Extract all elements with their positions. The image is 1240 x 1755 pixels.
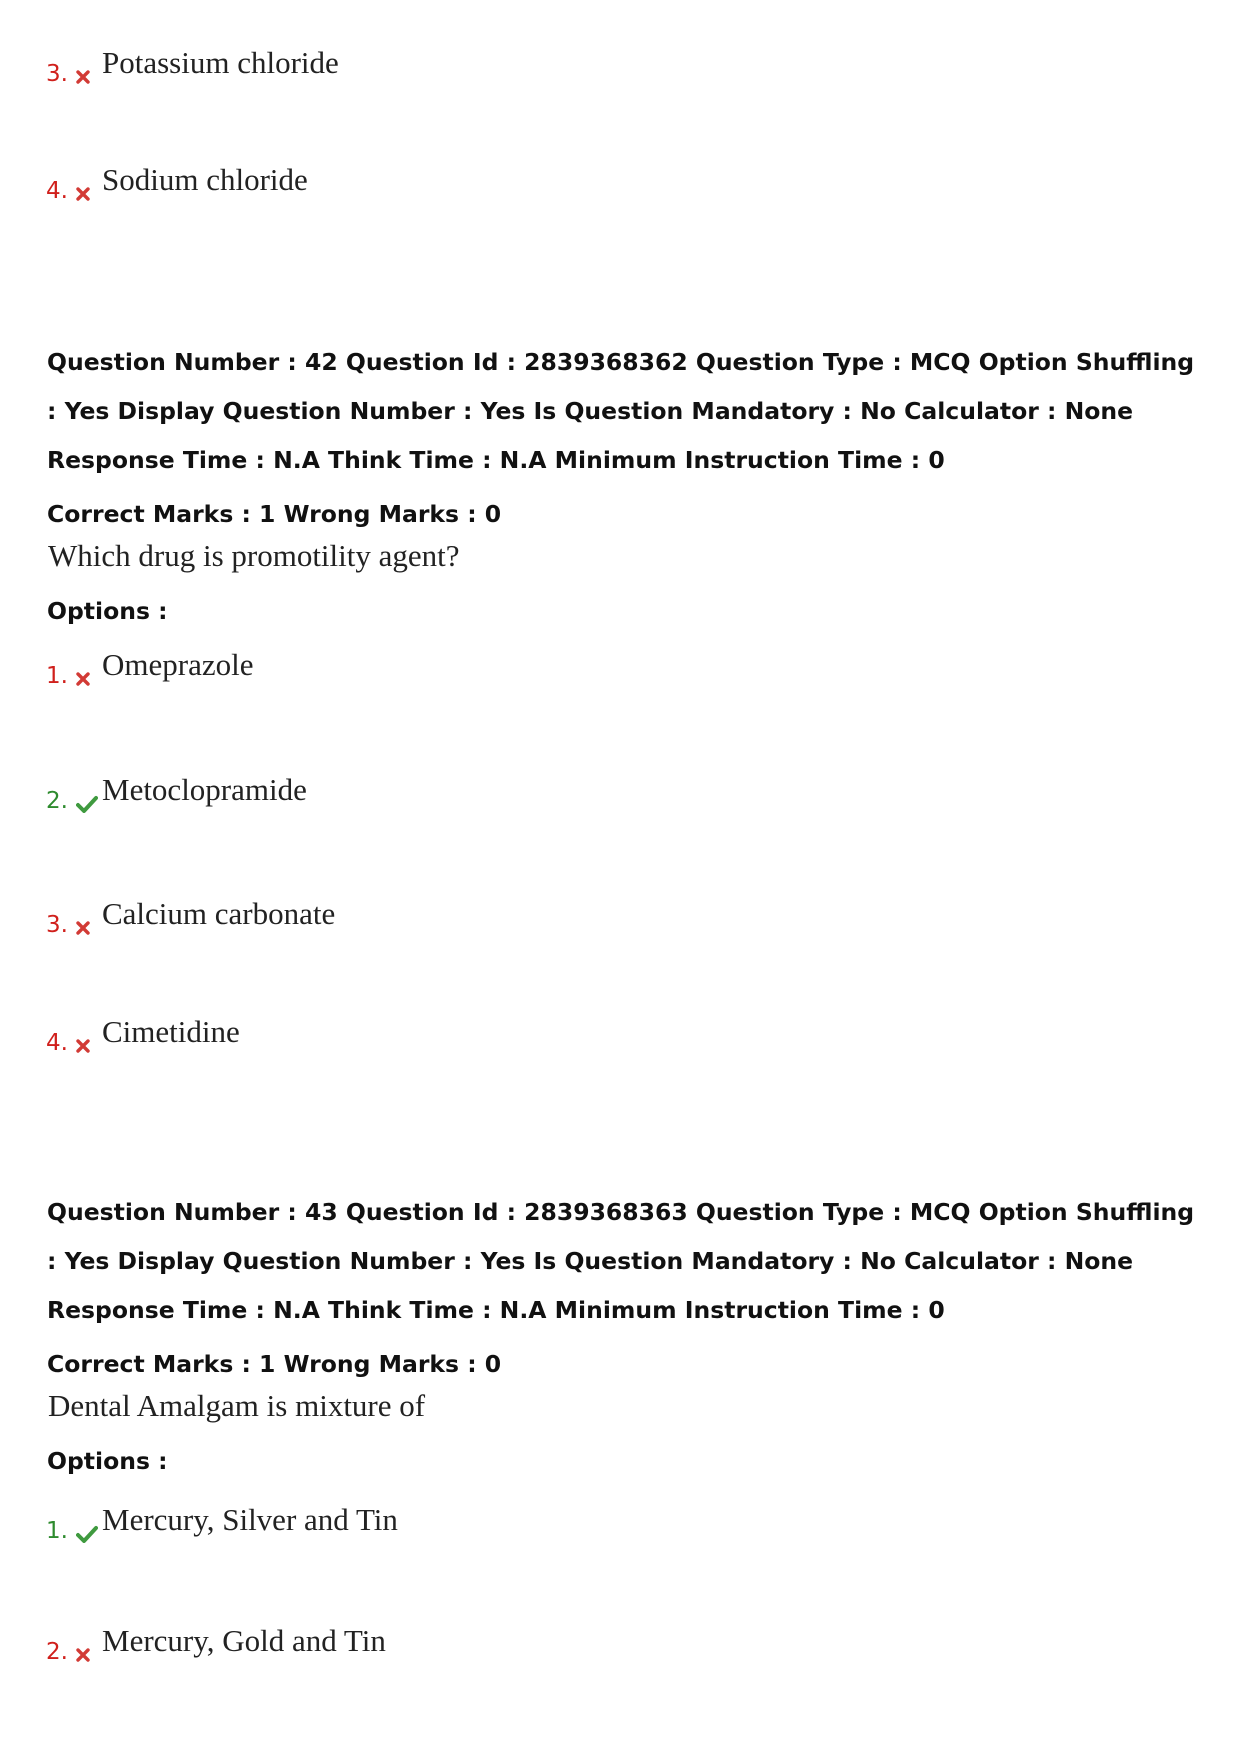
- option-row: [46, 773, 307, 817]
- cross-icon: [76, 66, 102, 90]
- question-text: Dental Amalgam is mixture of: [48, 1388, 426, 1423]
- question-text: Which drug is promotility agent?: [48, 538, 460, 573]
- option-number: 1.: [46, 663, 68, 689]
- options-label: Options :: [47, 597, 168, 625]
- cross-icon: [76, 1644, 102, 1668]
- option-text: Metoclopramide: [102, 772, 307, 807]
- option-number: 2.: [46, 788, 68, 814]
- option-number: 4.: [46, 1030, 68, 1056]
- options-label: Options :: [47, 1447, 168, 1475]
- option-row: [46, 163, 308, 207]
- question-meta: Question Number : 43 Question Id : 2839368363 Question Type : MCQ Option Shuffling : Yes Display Question Number : Yes Is Question Mandatory : No Calculator : None Response Time : N.A Think Time : N.A Minimum Instruction Time : 0: [47, 1198, 1195, 1324]
- cross-icon: [76, 917, 102, 941]
- option-text: Mercury, Silver and Tin: [102, 1502, 398, 1537]
- question-meta: Question Number : 42 Question Id : 2839368362 Question Type : MCQ Option Shuffling : Yes Display Question Number : Yes Is Question Mandatory : No Calculator : None Response Time : N.A Think Time : N.A Minimum Instruction Time : 0: [47, 348, 1195, 474]
- option-row: [46, 897, 335, 941]
- check-icon: [76, 793, 102, 817]
- question-marks: Correct Marks : 1 Wrong Marks : 0: [47, 500, 502, 528]
- option-text: Calcium carbonate: [102, 896, 336, 931]
- check-icon: [76, 1523, 102, 1547]
- option-row: [46, 1503, 398, 1547]
- option-text: Cimetidine: [102, 1014, 240, 1049]
- option-text: Potassium chloride: [102, 45, 339, 80]
- option-row: [46, 1624, 386, 1668]
- option-row: [46, 1015, 240, 1059]
- option-text: Mercury, Gold and Tin: [102, 1623, 386, 1658]
- option-number: 3.: [46, 61, 68, 87]
- cross-icon: [76, 1035, 102, 1059]
- cross-icon: [76, 668, 102, 692]
- question-marks: Correct Marks : 1 Wrong Marks : 0: [47, 1350, 502, 1378]
- option-number: 4.: [46, 178, 68, 204]
- option-row: [46, 648, 253, 692]
- option-number: 2.: [46, 1639, 68, 1665]
- option-text: Sodium chloride: [102, 162, 308, 197]
- option-number: 1.: [46, 1518, 68, 1544]
- option-text: Omeprazole: [102, 647, 254, 682]
- option-number: 3.: [46, 912, 68, 938]
- cross-icon: [76, 183, 102, 207]
- option-row: [46, 46, 339, 90]
